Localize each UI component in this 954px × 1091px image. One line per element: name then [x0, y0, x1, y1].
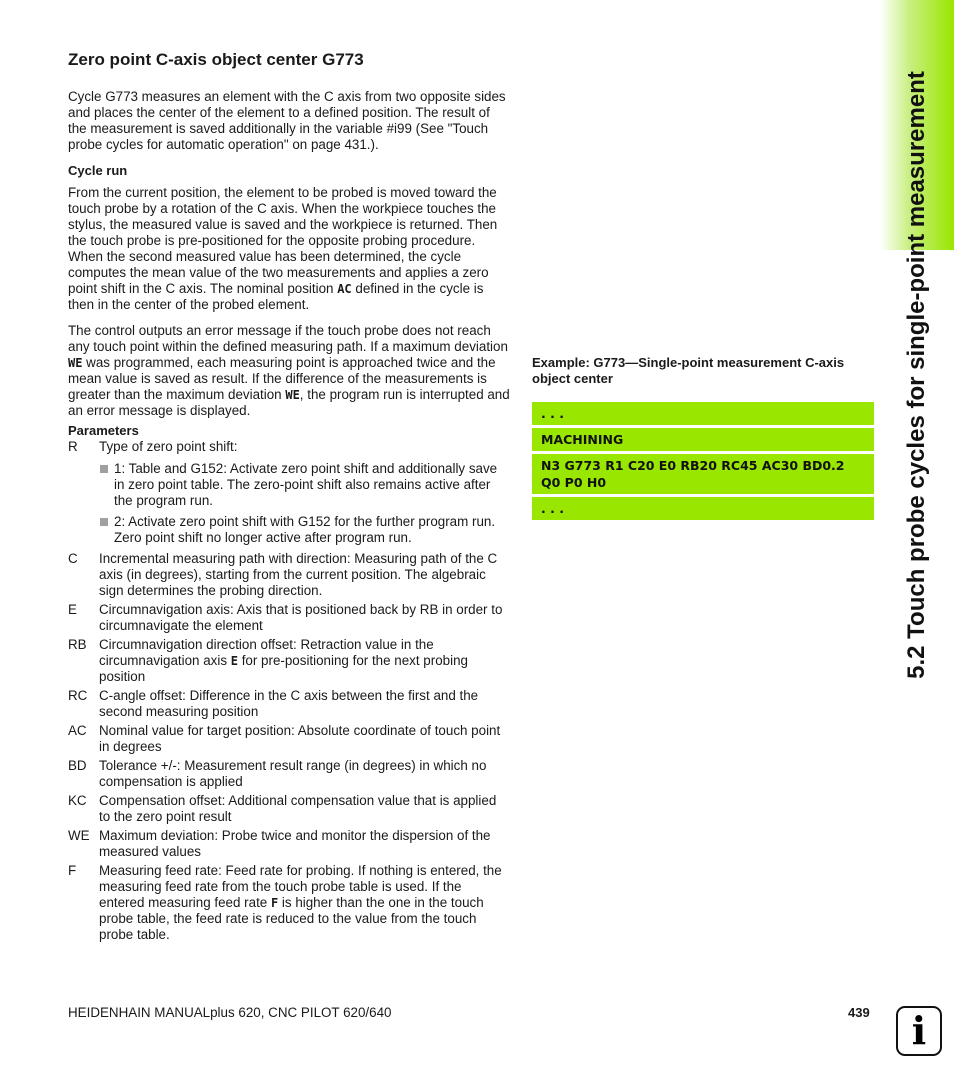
param-desc: Nominal value for target position: Absolute coordinate of touch point in degrees: [99, 723, 501, 754]
param-key: E: [68, 602, 77, 617]
param-desc: C-angle offset: Difference in the C axis between the first and the second measuring position: [99, 688, 479, 719]
param-desc: Type of zero point shift:: [99, 439, 238, 454]
param-key: BD: [68, 758, 87, 773]
example-line: . . .: [532, 497, 874, 520]
bullet-square-icon: [100, 465, 108, 473]
footer-text: HEIDENHAIN MANUALplus 620, CNC PILOT 620/640: [68, 1005, 392, 1020]
page-title: Zero point C-axis object center G773: [68, 50, 364, 69]
example-block: [532, 355, 874, 523]
param-key: R: [68, 439, 78, 454]
info-glyph: i: [911, 1008, 927, 1053]
parameter-list: [68, 439, 510, 943]
param-row-ac: [68, 723, 510, 755]
param-desc: Circumnavigation direction offset: Retraction value in the circumnavigation axis E for pre-positioning for the next probing position: [99, 637, 468, 684]
param-key: RC: [68, 688, 88, 703]
cycle-run-paragraph-1: From the current position, the element to be probed is moved toward the touch probe by a rotation of the C axis. When the workpiece touches the stylus, the measured value is saved and the workpiece is returned. Then the touch probe is pre-positioned for the opposite probing procedure. When the second measured value has been determined, the cycle computes the mean value of the two measurements and applies a zero point shift in the C axis. The nominal position AC defined in the cycle is then in the center of the probed element.: [68, 185, 498, 312]
cycle-run-paragraph-2: The control outputs an error message if the touch probe does not reach any touch point within the defined measuring path. If a maximum deviation WE was programmed, each measuring point is approached twice and the mean value is saved as result. If the difference of the measurements is greater than the maximum deviation WE, the program run is interrupted and an error message is displayed.: [68, 323, 510, 418]
param-desc: Incremental measuring path with direction: Measuring path of the C axis (in degrees), starting from the current position. The algebraic sign determines the probing direction.: [99, 551, 498, 598]
example-title: Example: G773—Single-point measurement C-axis object center: [532, 355, 845, 386]
intro-paragraph: Cycle G773 measures an element with the C axis from two opposite sides and places the center of the element to a defined position. The result of the measurement is saved additionally in the variable #i99 (See "Touch probe cycles for automatic operation" on page 431.).: [68, 89, 506, 152]
param-row-c: [68, 551, 510, 599]
r-options: [99, 461, 510, 546]
code-ac: AC: [337, 282, 352, 296]
main-column: [68, 50, 510, 946]
parameters-heading: Parameters: [68, 423, 139, 438]
code-we: WE: [68, 356, 83, 370]
param-row-bd: [68, 758, 510, 790]
param-row-e: [68, 602, 510, 634]
list-item: 2: Activate zero point shift with G152 for the further program run. Zero point shift no longer active after program run.: [99, 514, 510, 546]
code-e: E: [230, 654, 238, 668]
bullet-square-icon: [100, 518, 108, 526]
param-desc: Compensation offset: Additional compensation value that is applied to the zero point result: [99, 793, 497, 824]
param-desc: Circumnavigation axis: Axis that is positioned back by RB in order to circumnavigate the element: [99, 602, 503, 633]
param-row-f: [68, 863, 510, 943]
param-desc: Maximum deviation: Probe twice and monitor the dispersion of the measured values: [99, 828, 491, 859]
info-icon: [896, 1006, 942, 1056]
param-desc: Measuring feed rate: Feed rate for probing. If nothing is entered, the measuring feed rate from the touch probe table is used. If the entered measuring feed rate F is higher than the one in the touch probe table, the feed rate is reduced to the value from the touch probe table.: [99, 863, 502, 942]
param-row-kc: [68, 793, 510, 825]
example-line: MACHINING: [532, 428, 874, 451]
list-item: 1: Table and G152: Activate zero point shift and additionally save in zero point table. The zero-point shift also remains active after the program run.: [99, 461, 510, 509]
param-key: F: [68, 863, 77, 878]
cycle-run-heading: Cycle run: [68, 163, 128, 178]
example-line: N3 G773 R1 C20 E0 RB20 RC45 AC30 BD0.2 Q0 P0 H0: [532, 454, 874, 494]
param-row-rc: [68, 688, 510, 720]
param-key: RB: [68, 637, 87, 652]
param-key: WE: [68, 828, 90, 843]
param-row-we: [68, 828, 510, 860]
chapter-sidebar-title: 5.2 Touch probe cycles for single-point measurement: [903, 71, 930, 679]
param-desc: Tolerance +/-: Measurement result range (in degrees) in which no compensation is applied: [99, 758, 487, 789]
param-key: AC: [68, 723, 87, 738]
param-key: C: [68, 551, 78, 566]
code-f: F: [270, 896, 279, 910]
code-we: WE: [285, 388, 300, 402]
param-row-r: [68, 439, 510, 455]
page-number: 439: [848, 1005, 870, 1020]
param-row-rb: [68, 637, 510, 685]
param-key: KC: [68, 793, 87, 808]
example-line: . . .: [532, 402, 874, 425]
